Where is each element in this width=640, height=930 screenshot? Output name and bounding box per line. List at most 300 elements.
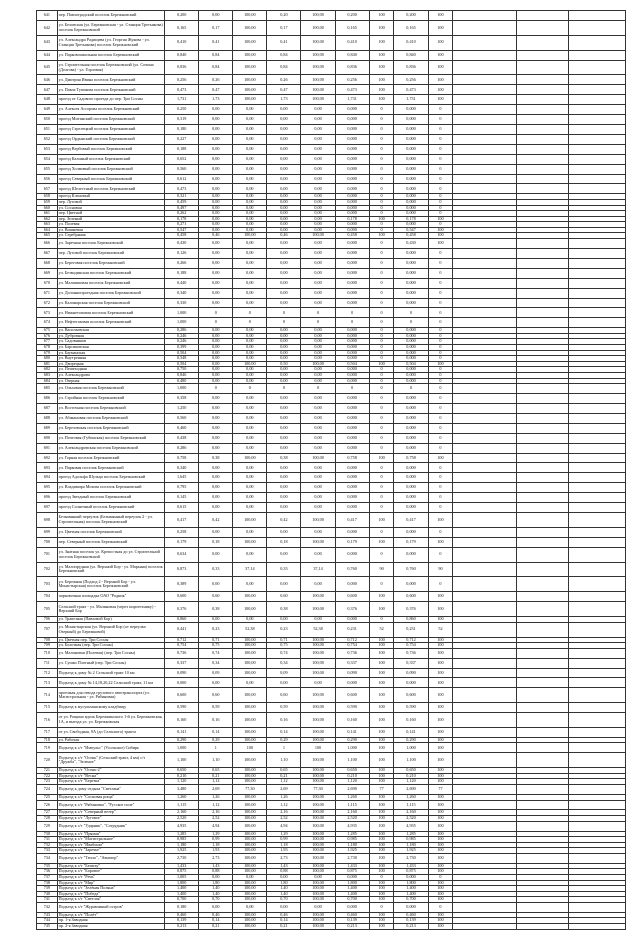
road-name: ул. Стройная поселок Бережновский (57, 394, 164, 404)
value-cell: 0,60 (267, 592, 301, 602)
value-cell: 100,00 (233, 35, 267, 50)
empty-cell (569, 298, 626, 308)
empty-cell (453, 703, 517, 713)
road-name: ул. Нефтегазовая поселок Бережновский (57, 318, 164, 328)
value-cell: 0,29 (199, 737, 233, 743)
value-cell: 0,00 (233, 211, 267, 217)
value-cell: 0,590 (335, 703, 369, 713)
row-number: 696 (37, 493, 58, 503)
value-cell: 0,33 (199, 562, 233, 577)
empty-cell (453, 318, 517, 328)
value-cell: 0,00 (199, 164, 233, 174)
value-cell: 0 (369, 433, 394, 443)
value-cell: 0,376 (165, 602, 199, 617)
empty-cell (453, 308, 517, 318)
value-cell: 0 (428, 288, 453, 298)
value-cell: 100 (369, 768, 394, 774)
value-cell: 0,00 (233, 875, 267, 881)
value-cell: 0,758 (394, 453, 428, 463)
table-row (37, 622, 626, 637)
value-cell: 100,00 (301, 848, 335, 854)
value-cell: 0,560 (165, 413, 199, 423)
value-cell: 1,925 (165, 848, 199, 854)
row-number: 700 (37, 537, 58, 547)
empty-cell (569, 821, 626, 831)
table-row (37, 493, 626, 503)
empty-cell (517, 713, 569, 728)
value-cell: 100,00 (301, 713, 335, 728)
road-name: Подъезд к дому № 14,18,20,22 Сельский тракт, 11 км (57, 678, 164, 688)
empty-cell (569, 703, 626, 713)
row-number: 688 (37, 413, 58, 423)
value-cell: 0,000 (394, 423, 428, 433)
value-cell: 0,188 (165, 268, 199, 278)
value-cell: 100,00 (233, 880, 267, 886)
row-number: 678 (37, 345, 58, 351)
value-cell: 0,00 (199, 154, 233, 164)
road-name: проезд Митинский поселок Бережновский (57, 115, 164, 125)
value-cell: 0,460 (165, 912, 199, 918)
value-cell: 0,440 (165, 278, 199, 288)
table-row (37, 239, 626, 249)
row-number: 707 (37, 622, 58, 637)
value-cell: 0,460 (335, 912, 369, 918)
value-cell: 1,43 (267, 863, 301, 869)
value-cell: 0 (428, 547, 453, 562)
value-cell: 37,14 (301, 562, 335, 577)
row-number: 702 (37, 562, 58, 577)
table-row (37, 688, 626, 703)
value-cell: 0,00 (199, 211, 233, 217)
value-cell: 100 (428, 658, 453, 668)
road-name: Подъезд к с/т "Импульс" (Усольское) Сибирь (57, 743, 164, 753)
road-name: ул. Дмитрия Ивина поселок Бережновский (57, 75, 164, 85)
value-cell: 100,00 (301, 95, 335, 105)
value-cell: 0,65 (199, 768, 233, 774)
road-name: Подъезд к с/т "Осень-2" (57, 768, 164, 774)
road-name: Подъезд к мусульманскому кладбищу (57, 703, 164, 713)
value-cell: 100 (428, 743, 453, 753)
table-sheet (36, 10, 626, 930)
road-name: ул. Березовская поселок Бережновский (57, 423, 164, 433)
value-cell: 0,00 (267, 239, 301, 249)
value-cell: 0,17 (267, 20, 301, 35)
road-name: Подъезд к с/т "Светлая" (57, 897, 164, 903)
value-cell: 1,645 (165, 473, 199, 483)
value-cell: 0 (428, 164, 453, 174)
value-cell: 1,433 (165, 863, 199, 869)
value-cell: 0,266 (165, 258, 199, 268)
value-cell: 0,09 (199, 668, 233, 678)
value-cell: 4,935 (394, 821, 428, 831)
value-cell: 0,000 (394, 413, 428, 423)
value-cell: 0,560 (165, 164, 199, 174)
value-cell: 0 (267, 318, 301, 328)
value-cell: 100 (428, 637, 453, 643)
value-cell: 0,000 (335, 443, 369, 453)
empty-cell (517, 547, 569, 562)
empty-cell (569, 134, 626, 144)
value-cell: 0,00 (301, 678, 335, 688)
value-cell: 0 (428, 384, 453, 394)
value-cell: 0,00 (267, 333, 301, 339)
value-cell: 2,160 (394, 810, 428, 816)
value-cell: 0,000 (394, 339, 428, 345)
empty-cell (569, 115, 626, 125)
value-cell: 0,60 (267, 688, 301, 703)
empty-cell (517, 239, 569, 249)
value-cell: 0,712 (335, 637, 369, 643)
row-number: 721 (37, 768, 58, 774)
value-cell: 100 (428, 768, 453, 774)
value-cell: 0,000 (335, 199, 369, 205)
value-cell: 100 (428, 848, 453, 854)
value-cell: 0,473 (394, 85, 428, 95)
value-cell: 0,846 (165, 372, 199, 378)
value-cell: 100,00 (233, 821, 267, 831)
value-cell: 0 (369, 527, 394, 537)
value-cell: 2,73 (199, 853, 233, 863)
value-cell: 0,258 (165, 527, 199, 537)
value-cell: 1,400 (165, 886, 199, 892)
value-cell: 0,75 (199, 643, 233, 649)
value-cell: 0,590 (165, 703, 199, 713)
value-cell: 90 (369, 562, 394, 577)
value-cell: 100 (369, 20, 394, 35)
value-cell: 1,433 (335, 863, 369, 869)
value-cell: 0,00 (233, 258, 267, 268)
value-cell: 100 (428, 60, 453, 75)
empty-cell (569, 124, 626, 134)
value-cell: 100 (369, 816, 394, 822)
value-cell: 100 (428, 810, 453, 816)
value-cell: 0,000 (335, 339, 369, 345)
value-cell: 0,700 (335, 897, 369, 903)
value-cell: 0,321 (165, 194, 199, 200)
row-number: 690 (37, 433, 58, 443)
value-cell: 100,00 (233, 592, 267, 602)
empty-cell (517, 413, 569, 423)
road-name: Подъезд к с/т "Бештау" (57, 863, 164, 869)
value-cell: 0,000 (335, 258, 369, 268)
value-cell: 0,00 (301, 199, 335, 205)
empty-cell (569, 60, 626, 75)
empty-cell (453, 134, 517, 144)
value-cell: 0,00 (267, 403, 301, 413)
value-cell: 0,00 (199, 11, 233, 21)
value-cell: 100,00 (233, 50, 267, 60)
value-cell: 0,000 (394, 268, 428, 278)
value-cell: 0,139 (394, 918, 428, 924)
value-cell: 0,41 (199, 35, 233, 50)
value-cell: 0,340 (165, 463, 199, 473)
value-cell: 0,14 (199, 727, 233, 737)
empty-cell (569, 443, 626, 453)
value-cell: 0,00 (301, 345, 335, 351)
value-cell: 0,00 (233, 493, 267, 503)
value-cell: 2,52 (267, 816, 301, 822)
row-number: 652 (37, 134, 58, 144)
road-name: проезд от Садового проезда до пер. Три Сосны (57, 95, 164, 105)
empty-cell (517, 753, 569, 768)
value-cell: 0,74 (267, 648, 301, 658)
value-cell: 0,00 (199, 205, 233, 211)
value-cell: 0,000 (335, 115, 369, 125)
empty-cell (517, 124, 569, 134)
value-cell: 0,00 (199, 503, 233, 513)
value-cell: 1,18 (199, 842, 233, 848)
value-cell: 1,800 (165, 880, 199, 886)
empty-cell (453, 648, 517, 658)
value-cell: 1,40 (267, 891, 301, 897)
row-number: 717 (37, 727, 58, 737)
value-cell: 77,30 (233, 785, 267, 795)
value-cell: 0,00 (199, 493, 233, 503)
row-number: 723 (37, 779, 58, 785)
value-cell: 1,285 (335, 831, 369, 837)
empty-cell (569, 592, 626, 602)
value-cell: 0,000 (165, 678, 199, 688)
value-cell: 1 (199, 743, 233, 753)
empty-cell (517, 164, 569, 174)
empty-cell (453, 592, 517, 602)
row-number: 682 (37, 367, 58, 373)
value-cell: 100 (369, 216, 394, 222)
table-row (37, 134, 626, 144)
road-name: ул. Восточная поселок Бережновский (57, 403, 164, 413)
value-cell: 100,00 (301, 361, 335, 367)
value-cell: 0,26 (199, 75, 233, 85)
value-cell: 0,000 (394, 199, 428, 205)
value-cell: 1,18 (267, 842, 301, 848)
value-cell: 0 (267, 308, 301, 318)
value-cell: 0,00 (199, 463, 233, 473)
value-cell: 0,00 (267, 473, 301, 483)
value-cell: 1,400 (165, 891, 199, 897)
empty-cell (453, 503, 517, 513)
value-cell: 100,00 (301, 512, 335, 527)
value-cell: 100 (369, 727, 394, 737)
value-cell: 1,180 (165, 842, 199, 848)
value-cell: 0,985 (165, 837, 199, 843)
value-cell: 0,00 (301, 216, 335, 222)
row-number: 665 (37, 233, 58, 239)
value-cell: 0 (369, 493, 394, 503)
value-cell: 100 (428, 837, 453, 843)
row-number: 711 (37, 658, 58, 668)
empty-cell (569, 753, 626, 768)
empty-cell (453, 288, 517, 298)
value-cell: 0,000 (335, 394, 369, 404)
value-cell: 0,00 (199, 199, 233, 205)
value-cell: 0,213 (335, 924, 369, 930)
value-cell: 100 (428, 891, 453, 897)
empty-cell (453, 184, 517, 194)
value-cell: 0,000 (394, 134, 428, 144)
value-cell: 0,00 (267, 248, 301, 258)
empty-cell (517, 622, 569, 637)
value-cell: 2,16 (199, 810, 233, 816)
empty-cell (569, 800, 626, 810)
value-cell: 100 (428, 886, 453, 892)
value-cell: 100,00 (233, 20, 267, 35)
value-cell: 100,00 (301, 853, 335, 863)
road-name: ул. Барсиковская (57, 345, 164, 351)
value-cell: 100,00 (301, 233, 335, 239)
value-cell: 0 (233, 384, 267, 394)
value-cell: 0,00 (233, 473, 267, 483)
value-cell: 0,231 (394, 622, 428, 637)
value-cell: 0 (428, 184, 453, 194)
row-number: 642 (37, 20, 58, 35)
value-cell: 100 (369, 637, 394, 643)
value-cell: 0,00 (267, 164, 301, 174)
value-cell: 0,337 (165, 658, 199, 668)
value-cell: 0,00 (267, 902, 301, 912)
value-cell: 0,758 (335, 453, 369, 463)
empty-cell (453, 547, 517, 562)
empty-cell (517, 298, 569, 308)
table-row (37, 164, 626, 174)
value-cell: 100,00 (233, 737, 267, 743)
value-cell: 0,139 (165, 918, 199, 924)
value-cell: 0,458 (394, 233, 428, 239)
road-name: Подъезд к с/т "Тепло", "Авиатор" (57, 853, 164, 863)
value-cell: 0 (428, 268, 453, 278)
value-cell: 0,200 (335, 11, 369, 21)
value-cell: 0,000 (335, 184, 369, 194)
road-name: ул. Бауманская (57, 350, 164, 356)
table-row (37, 258, 626, 268)
row-number: 653 (37, 144, 58, 154)
value-cell: 0,376 (335, 602, 369, 617)
row-number: 715 (37, 703, 58, 713)
road-name: ул. Цветная поселок Бережновский (57, 527, 164, 537)
value-cell: 0,473 (165, 85, 199, 95)
value-cell: 0 (369, 308, 394, 318)
empty-cell (453, 713, 517, 728)
value-cell: 0,000 (394, 345, 428, 351)
value-cell: 0,985 (394, 837, 428, 843)
value-cell: 100,00 (301, 863, 335, 869)
value-cell: 100 (428, 897, 453, 903)
value-cell: 100,00 (301, 842, 335, 848)
empty-cell (569, 503, 626, 513)
road-name: ул. Павла Тупикова поселок Бережновский (57, 85, 164, 95)
row-number: 646 (37, 75, 58, 85)
value-cell: 0,000 (335, 144, 369, 154)
value-cell: 0,00 (199, 115, 233, 125)
value-cell: 100,00 (301, 810, 335, 816)
table-row (37, 384, 626, 394)
value-cell: 0,600 (165, 688, 199, 703)
empty-cell (453, 853, 517, 863)
value-cell: 0,000 (335, 124, 369, 134)
empty-cell (517, 602, 569, 617)
road-name: ул. Монастырская (ул. Верхний Бор (от переулка Озерный) до Бережковой) (57, 622, 164, 637)
value-cell: 0 (369, 105, 394, 115)
road-name: Подъезд к с/т "Зелёная Поляна" (57, 886, 164, 892)
value-cell: 2,73 (267, 853, 301, 863)
value-cell: 0,00 (233, 105, 267, 115)
value-cell: 0,00 (233, 413, 267, 423)
value-cell: 0,18 (199, 537, 233, 547)
value-cell: 0,286 (165, 443, 199, 453)
value-cell: 0 (369, 154, 394, 164)
row-number: 706 (37, 617, 58, 623)
value-cell: 100 (428, 50, 453, 60)
road-name: ул. Внутренняя (57, 356, 164, 362)
empty-cell (569, 278, 626, 288)
value-cell: 0,000 (335, 617, 369, 623)
row-number: 643 (37, 35, 58, 50)
value-cell: 0 (428, 413, 453, 423)
value-cell: 0,000 (335, 222, 369, 228)
value-cell: 0,200 (394, 11, 428, 21)
table-row (37, 785, 626, 795)
table-row (37, 473, 626, 483)
empty-cell (569, 493, 626, 503)
value-cell: 100 (369, 688, 394, 703)
value-cell: 0,00 (233, 216, 267, 222)
value-cell: 0 (369, 372, 394, 378)
table-row (37, 423, 626, 433)
value-cell: 100 (369, 863, 394, 869)
empty-cell (517, 648, 569, 658)
value-cell: 52,38 (301, 622, 335, 637)
empty-cell (517, 453, 569, 463)
empty-cell (569, 174, 626, 184)
road-name: Подъезд к с/т "Прямая" (57, 831, 164, 837)
row-number: 641 (37, 11, 58, 21)
row-number: 681 (37, 361, 58, 367)
value-cell: 100 (369, 918, 394, 924)
value-cell: 0,000 (394, 258, 428, 268)
row-number: 683 (37, 372, 58, 378)
value-cell: 1,73 (267, 95, 301, 105)
value-cell: 0,00 (199, 367, 233, 373)
value-cell: 100 (369, 853, 394, 863)
empty-cell (517, 473, 569, 483)
value-cell: 0,180 (165, 902, 199, 912)
value-cell: 1,731 (165, 95, 199, 105)
empty-cell (517, 268, 569, 278)
value-cell: 0,836 (335, 60, 369, 75)
road-name: Сельский тракт - ул. Малиновая (через пиротехнику) - Верхний Бор (57, 602, 164, 617)
value-cell: 0,00 (199, 328, 233, 334)
value-cell: 0 (428, 473, 453, 483)
value-cell: 100 (369, 50, 394, 60)
value-cell: 0,71 (267, 637, 301, 643)
value-cell: 0,00 (267, 154, 301, 164)
value-cell: 100,00 (233, 537, 267, 547)
value-cell: 100,00 (233, 842, 267, 848)
row-number: 656 (37, 174, 58, 184)
value-cell: 0 (428, 144, 453, 154)
value-cell: 0,00 (233, 164, 267, 174)
value-cell: 0,00 (199, 378, 233, 384)
value-cell: 0,340 (165, 288, 199, 298)
road-name: пр. 1-я Заводная (57, 918, 164, 924)
empty-cell (453, 50, 517, 60)
empty-cell (569, 403, 626, 413)
value-cell: 0,985 (335, 837, 369, 843)
empty-cell (517, 20, 569, 35)
value-cell: 0,00 (301, 463, 335, 473)
value-cell: 0,00 (301, 184, 335, 194)
road-name: ул. Заречная поселок Бережновский (57, 239, 164, 249)
empty-cell (517, 727, 569, 737)
